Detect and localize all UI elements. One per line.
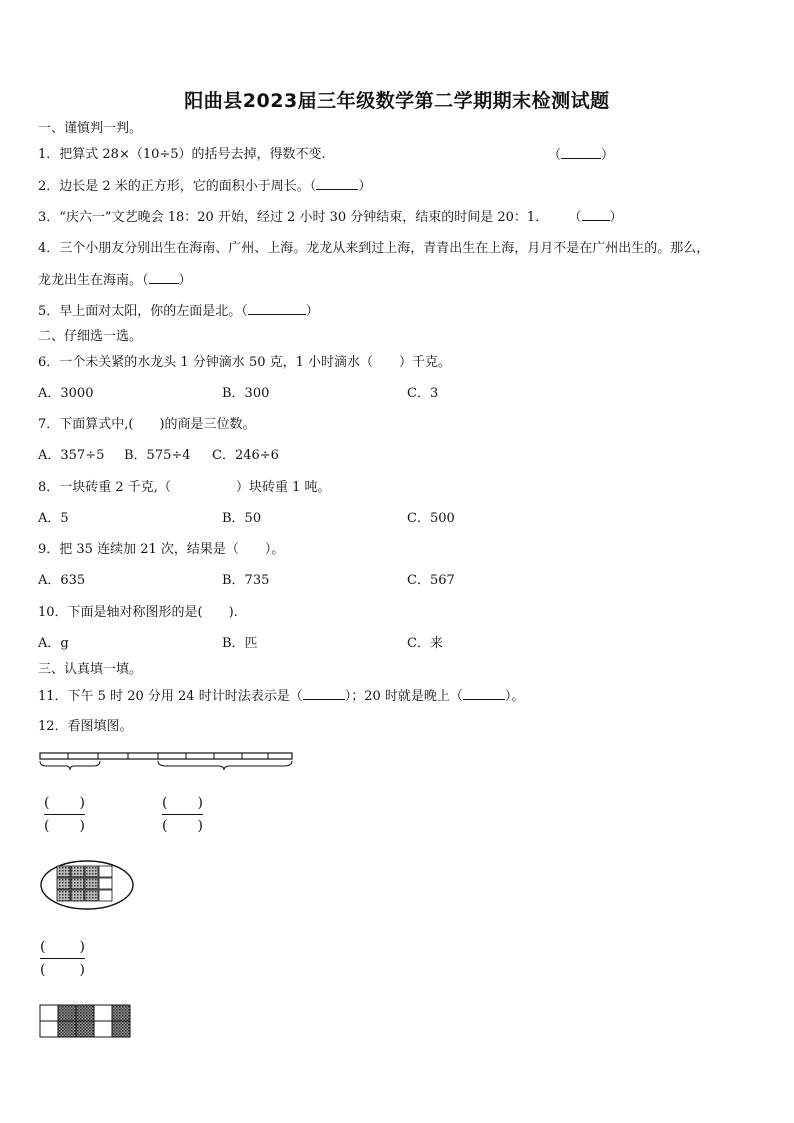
answer-blank[interactable] — [303, 687, 345, 700]
option-b[interactable]: B．735 — [222, 573, 270, 588]
question-4-line-1: 4．三个小朋友分别出生在海南、广州、上海。龙龙从来到过上海，青青出生在上海，月月不是在广州出生的。那么， — [38, 241, 710, 256]
option-c[interactable]: C．3 — [407, 386, 439, 401]
option-c[interactable]: C．来 — [407, 636, 443, 651]
question-1-answer[interactable]: （ ） — [548, 148, 615, 163]
question-4-line-2: 龙龙出生在海南。（ ） — [38, 273, 192, 288]
section-heading-1: 一、谨慎判一判。 — [38, 121, 143, 136]
option-c[interactable]: C．567 — [407, 573, 455, 588]
answer-blank[interactable] — [248, 302, 306, 315]
question-11: 11．下午 5 时 20 分用 24 时计时法表示是（ ）；20 时就是晚上（ ）。 — [38, 689, 525, 704]
page-title: 阳曲县2023届三年级数学第二学期期末检测试题 — [184, 90, 610, 112]
option-a[interactable]: A．5 — [38, 511, 69, 526]
option-c[interactable]: C．500 — [407, 511, 455, 526]
option-b[interactable]: B．匹 — [222, 636, 258, 651]
question-6: 6．一个未关紧的水龙头 1 分钟滴水 50 克，1 小时滴水（ ）千克。 — [38, 355, 452, 370]
fraction-blank-1[interactable]: ( ) ( ) — [44, 795, 85, 834]
question-8: 8．一块砖重 2 千克,（ ）块砖重 1 吨。 — [38, 480, 331, 495]
rectangle-grid-figure — [38, 1003, 138, 1043]
question-12: 12．看图填图。 — [38, 719, 133, 734]
question-1-text: 1．把算式 28×（10÷5）的括号去掉，得数不变. — [38, 147, 326, 162]
fraction-blank-2[interactable]: ( ) ( ) — [162, 795, 203, 834]
question-7: 7．下面算式中,( )的商是三位数。 — [38, 417, 256, 432]
question-1 — [38, 146, 326, 164]
option-b[interactable]: B．575÷4 — [124, 448, 191, 463]
question-5: 5．早上面对太阳，你的左面是北。（ ） — [38, 304, 319, 319]
option-c[interactable]: C．246÷6 — [212, 448, 279, 463]
question-2: 2．边长是 2 米的正方形，它的面积小于周长。（ ） — [38, 179, 372, 194]
fraction-blank-3[interactable]: ( ) ( ) — [40, 939, 85, 978]
option-a[interactable]: A．3000 — [38, 386, 94, 401]
option-b[interactable]: B．300 — [222, 386, 270, 401]
question-9: 9．把 35 连续加 21 次，结果是（ ）。 — [38, 542, 285, 557]
answer-blank[interactable] — [561, 146, 601, 159]
option-a[interactable]: A．357÷5 — [38, 448, 105, 463]
question-10: 10．下面是轴对称图形的是( ). — [38, 605, 238, 620]
answer-blank[interactable] — [463, 687, 505, 700]
question-3: 3．“庆六一”文艺晚会 18：20 开始，经过 2 小时 30 分钟结束，结束的时间是 20：1． （ ） — [38, 210, 623, 225]
segmented-bar-figure — [38, 748, 296, 776]
oval-grid-figure — [38, 858, 138, 912]
section-heading-2: 二、仔细选一选。 — [38, 329, 143, 344]
option-a[interactable]: A．g — [38, 636, 69, 651]
section-heading-3: 三、认真填一填。 — [38, 662, 143, 677]
option-b[interactable]: B．50 — [222, 511, 262, 526]
answer-blank[interactable] — [149, 271, 179, 284]
answer-blank[interactable] — [582, 208, 610, 221]
option-a[interactable]: A．635 — [38, 573, 86, 588]
answer-blank[interactable] — [316, 177, 358, 190]
